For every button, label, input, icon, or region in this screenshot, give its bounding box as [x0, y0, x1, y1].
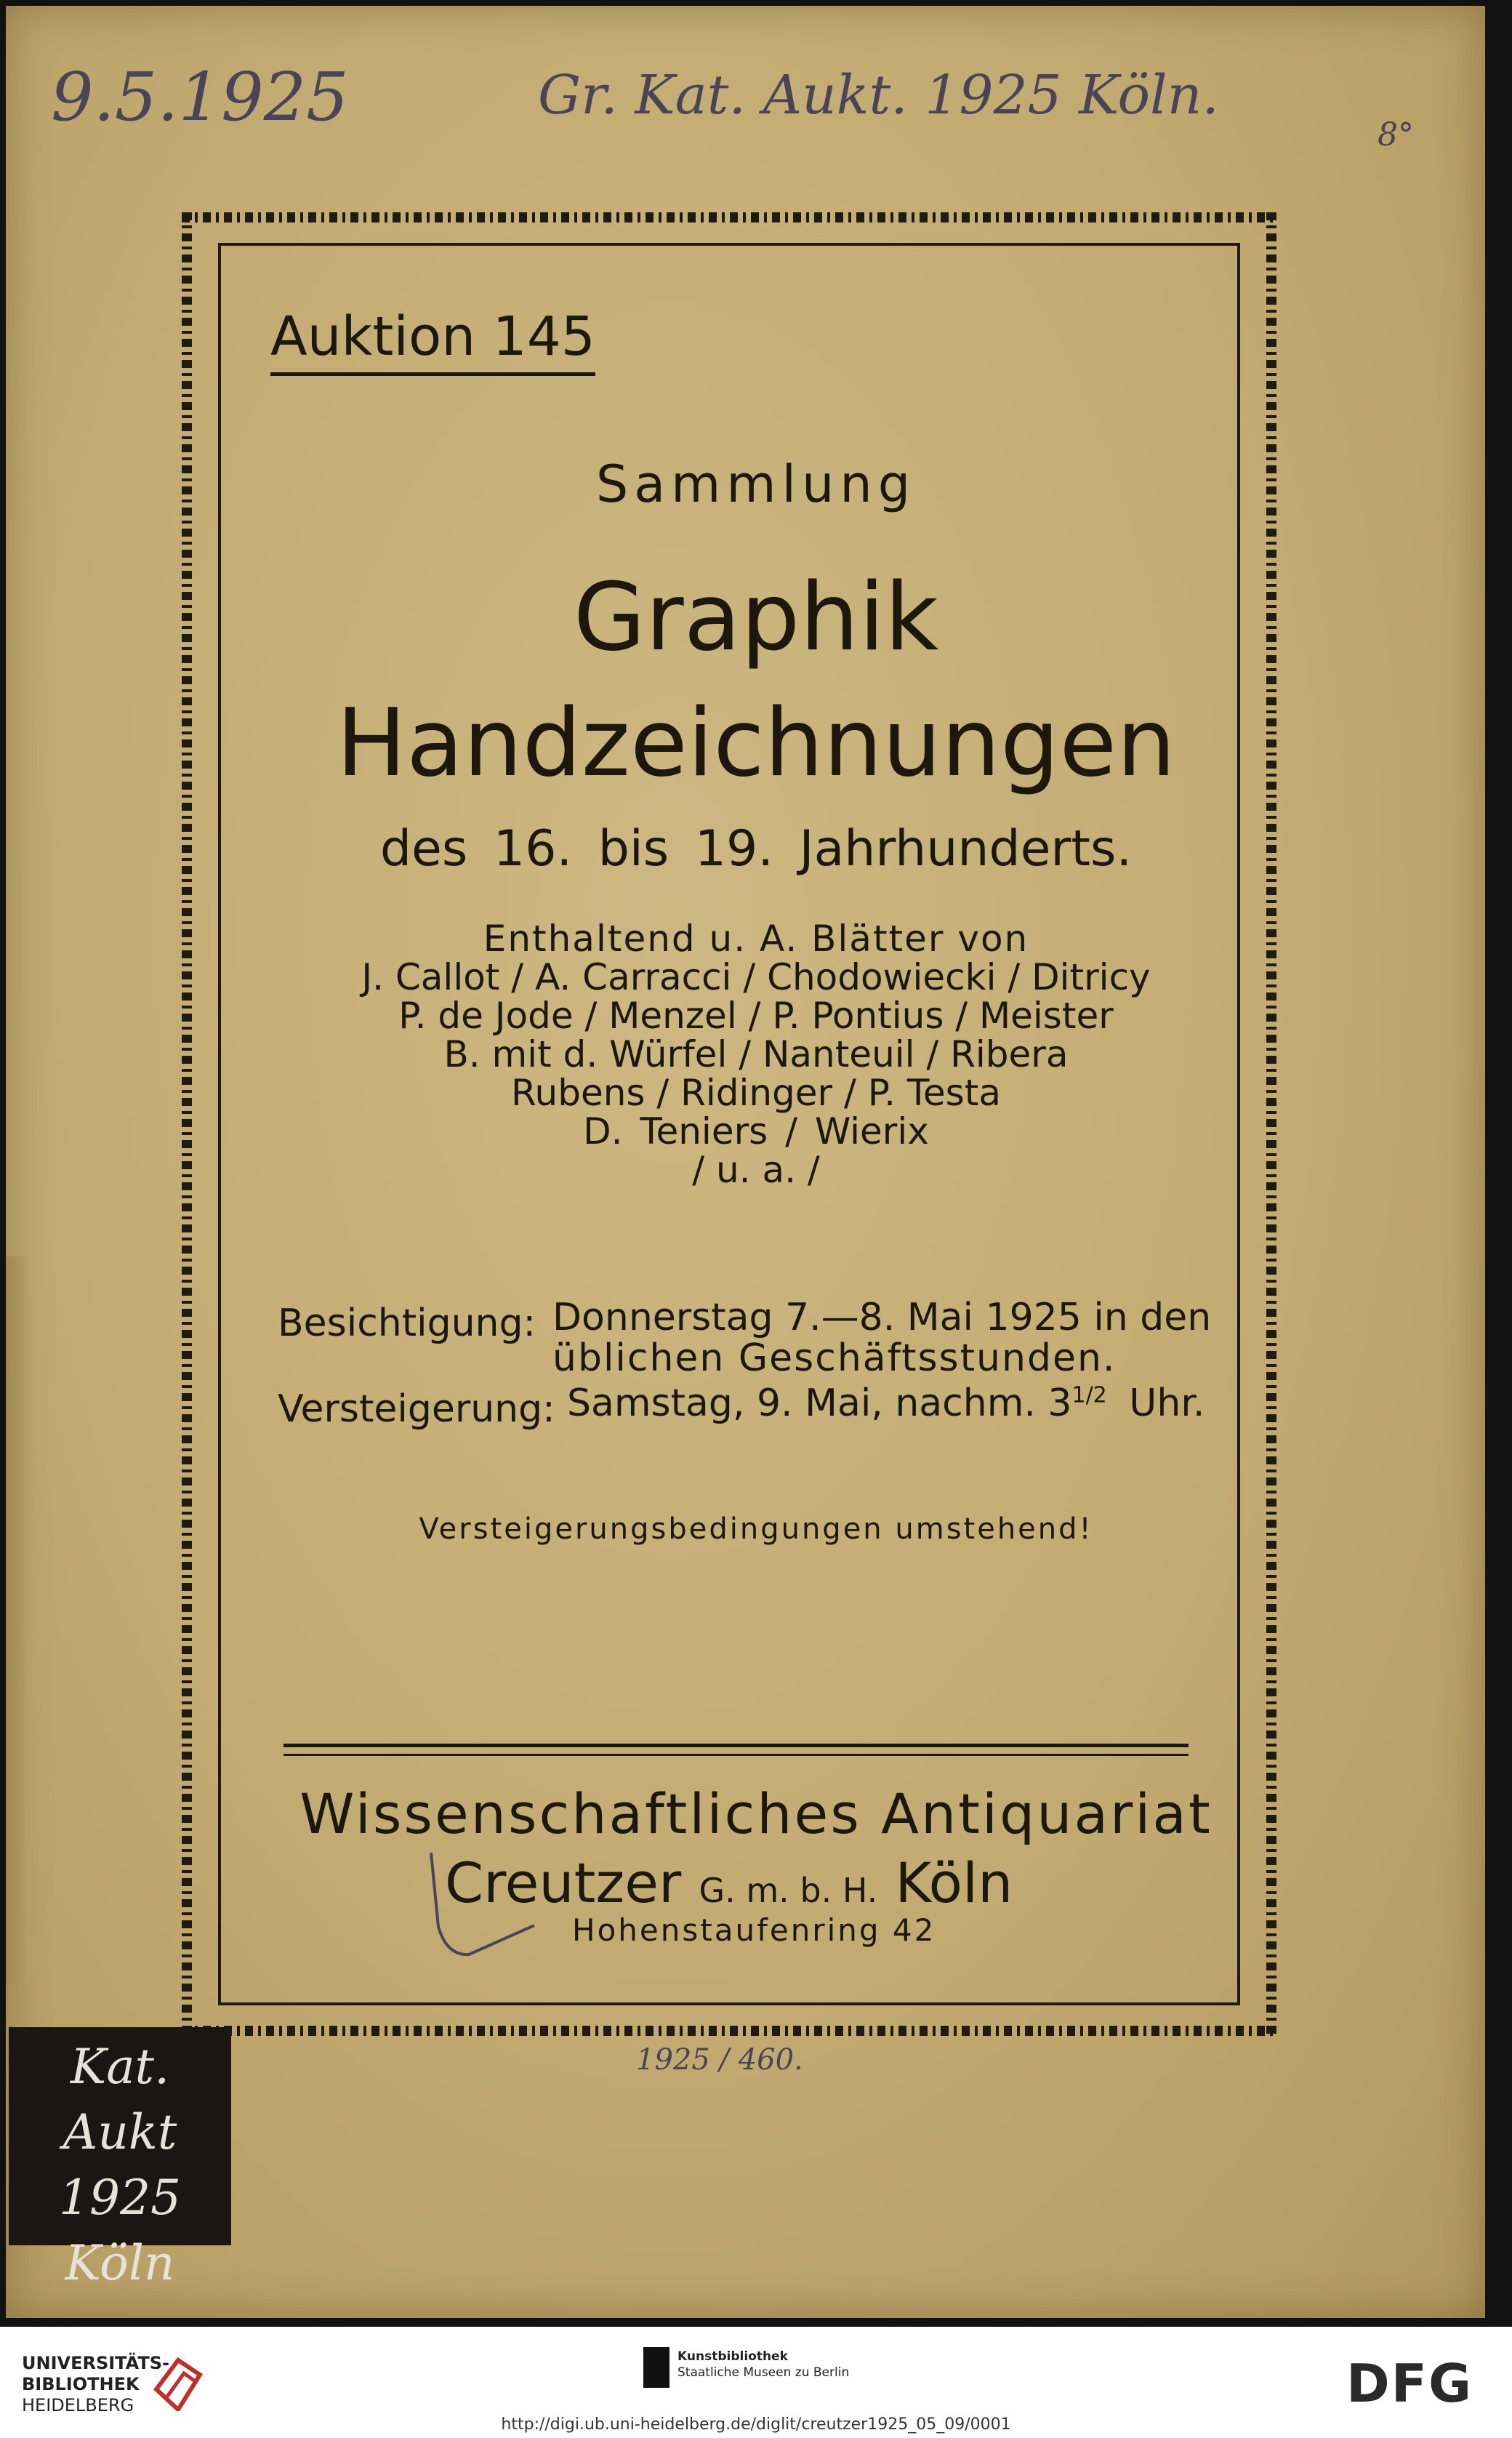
- title-line-1: Graphik: [573, 564, 939, 672]
- collection-label: Sammlung: [595, 454, 917, 514]
- conditions-note: Versteigerungsbedingungen umstehend!: [419, 1512, 1093, 1546]
- library-label-line: Kat. Aukt: [63, 2039, 177, 2160]
- divider-rule: [284, 1754, 1189, 1756]
- publisher-city: Köln: [895, 1850, 1013, 1915]
- auction-time-end: Uhr.: [1129, 1382, 1205, 1425]
- artists-line: J. Callot / A. Carracci / Chodowiecki / Ditricy: [361, 956, 1151, 998]
- auction-time-fraction: 1/2: [1071, 1382, 1107, 1408]
- library-label: [9, 2027, 231, 2291]
- uni-line: BIBLIOTHEK: [22, 2374, 140, 2394]
- pencil-check-mark: [425, 1847, 542, 1970]
- handwritten-note: Gr. Kat. Aukt. 1925 Köln.: [538, 64, 1219, 127]
- auction-date: [567, 1382, 1205, 1425]
- dfg-logo: DFG: [1346, 2353, 1473, 2414]
- kb-subtitle: Staatliche Museen zu Berlin: [677, 2365, 850, 2380]
- artists-line: D. Teniers / Wierix: [583, 1110, 929, 1152]
- uni-line: HEIDELBERG: [22, 2395, 134, 2415]
- handwritten-date: 9.5.1925: [51, 58, 349, 136]
- source-url[interactable]: http://digi.ub.uni-heidelberg.de/diglit/creutzer1925_05_09/0001: [501, 2415, 1011, 2434]
- artists-intro: Enthaltend u. A. Blätter von: [483, 918, 1029, 960]
- artists-line: Rubens / Ridinger / P. Testa: [511, 1072, 1001, 1114]
- uni-line: UNIVERSITÄTS-: [22, 2353, 170, 2373]
- frame-border-top: [182, 212, 1276, 222]
- auction-label: Versteigerung:: [278, 1387, 555, 1431]
- viewing-hours: üblichen Geschäftsstunden.: [552, 1336, 1117, 1380]
- title-line-2: Handzeichnungen: [336, 689, 1176, 798]
- subtitle: des 16. bis 19. Jahrhunderts.: [379, 820, 1133, 878]
- auction-number: Auktion 145: [270, 305, 595, 376]
- publisher-line: Wissenschaftliches Antiquariat: [299, 1781, 1213, 1846]
- viewing-label: Besichtigung:: [278, 1302, 536, 1345]
- publisher-form: G. m. b. H.: [699, 1871, 878, 1910]
- auction-time: Samstag, 9. Mai, nachm. 3: [567, 1382, 1072, 1425]
- footer-bar: [0, 2327, 1512, 2438]
- uni-heidelberg-logo-text: [22, 2353, 169, 2416]
- kb-name: Kunstbibliothek: [677, 2349, 788, 2364]
- viewing-dates: Donnerstag 7.—8. Mai 1925 in den: [552, 1296, 1212, 1339]
- library-label-line: Köln: [65, 2235, 175, 2291]
- torn-edge: [6, 1256, 29, 1984]
- handwritten-size-mark: 8°: [1378, 116, 1414, 153]
- kunstbibliothek-text: [677, 2349, 849, 2381]
- uni-heidelberg-icon: [149, 2346, 207, 2411]
- artists-line: / u. a. /: [692, 1149, 820, 1191]
- frame-border-bottom: [182, 2026, 1276, 2036]
- handwritten-shelf-number: 1925 / 460.: [636, 2043, 803, 2077]
- artists-list: [0, 920, 1512, 1190]
- library-label-line: 1925: [59, 2170, 181, 2226]
- kunstbibliothek-icon: [643, 2347, 669, 2388]
- artists-line: P. de Jode / Menzel / P. Pontius / Meister: [398, 995, 1114, 1037]
- publisher-firm: Creutzer: [445, 1850, 682, 1915]
- divider-rule: [284, 1744, 1189, 1747]
- artists-line: B. mit d. Würfel / Nanteuil / Ribera: [443, 1033, 1069, 1075]
- publisher-address: Hohenstaufenring 42: [572, 1912, 936, 1948]
